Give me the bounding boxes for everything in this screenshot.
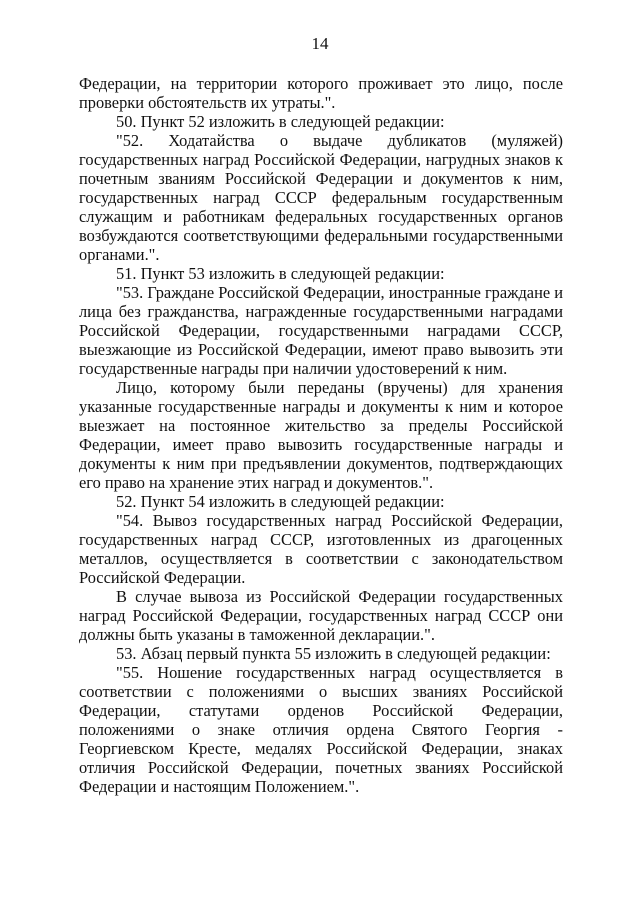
paragraph-item-51: 51. Пункт 53 изложить в следующей редакции: [116,264,445,283]
paragraph-clause-54: "54. Вывоз государственных наград Российской Федерации, государственных наград СССР, изготовленных из драгоценных металлов, осуществляется в соответствии с законодательством Российской Федерации. [79,511,563,587]
page-number: 14 [311,34,329,53]
paragraph-item-52: 52. Пункт 54 изложить в следующей редакции: [116,492,445,511]
paragraph-clause-52: "52. Ходатайства о выдаче дубликатов (муляжей) государственных наград Российской Федерации, нагрудных знаков к почетным званиям Российской Федерации и документов к ним, государственных наград СССР федеральным государственным служащим и работникам федеральных государственных органов возбуждаются соответствующими федеральными государственными органами.". [79,131,563,264]
paragraph-clause-55: "55. Ношение государственных наград осуществляется в соответствии с положениями о высших званиях Российской Федерации, статутами орденов Российской Федерации, положениями о знаке отличия ордена Святого Георгия - Георгиевском Кресте, медалях Российской Федерации, знаках отличия Российской Федерации, почетных званиях Российской Федерации и настоящим Положением.". [79,663,563,796]
paragraph-clause-53: "53. Граждане Российской Федерации, иностранные граждане и лица без гражданства, награжденные государственными наградами Российской Федерации, государственными наградами СССР, выезжающие из Российской Федерации, имеют право вывозить эти государственные награды при наличии удостоверений к ним. [79,283,563,378]
paragraph-clause-53-part-2: Лицо, которому были переданы (вручены) для хранения указанные государственные награды и документы к ним и которое выезжает на постоянное жительство за пределы Российской Федерации, имеет право вывозить государственные награды и документы к ним при предъявлении документов, подтверждающих его право на хранение этих наград и документов.". [79,378,563,492]
paragraph-item-50: 50. Пункт 52 изложить в следующей редакции: [116,112,445,131]
paragraph-continuation: Федерации, на территории которого проживает это лицо, после проверки обстоятельств их утраты.". [79,74,563,112]
paragraph-item-53: 53. Абзац первый пункта 55 изложить в следующей редакции: [116,644,551,663]
paragraph-clause-54-part-2: В случае вывоза из Российской Федерации государственных наград Российской Федерации, государственных наград СССР они должны быть указаны в таможенной декларации.". [79,587,563,644]
document-body [79,74,563,796]
